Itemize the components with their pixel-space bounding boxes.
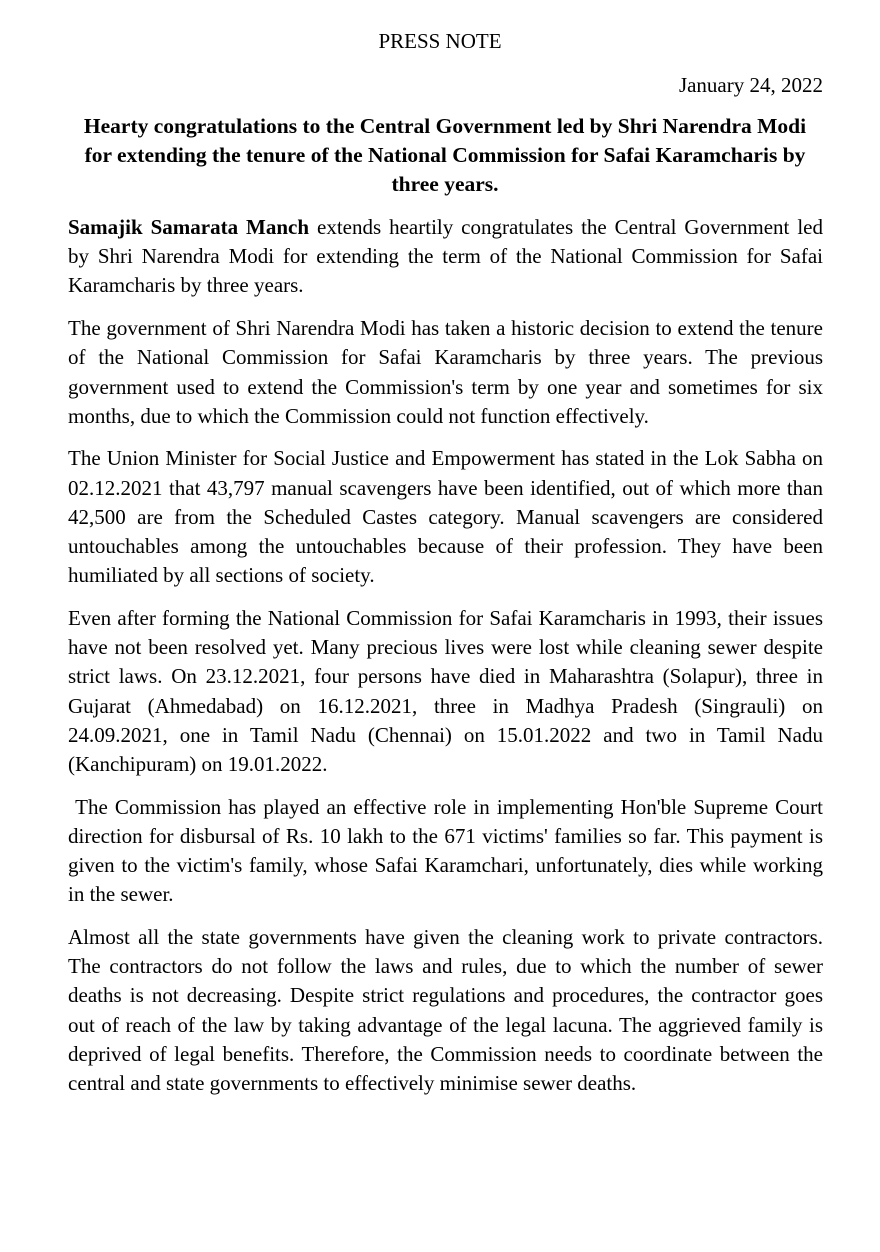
paragraph-text: extends heartily congratulates the Central Government led by Shri Narendra Modi for extending the term of the National Commission for Safai Karamcharis by three years. — [68, 215, 823, 298]
paragraph-2: The government of Shri Narendra Modi has taken a historic decision to extend the tenure of the National Commission for Safai Karamcharis by three years. The previous government used to extend the Commission's term by one year and sometimes for six months, due to which the Commission could not function effectively. — [68, 316, 823, 428]
document-date: January 24, 2022 — [678, 73, 823, 97]
paragraph-3: The Union Minister for Social Justice and Empowerment has stated in the Lok Sabha on 02.12.2021 that 43,797 manual scavengers have been identified, out of which more than 42,500 are from the Scheduled Castes category. Manual scavengers are considered untouchables among the untouchables because of their profession. They have been humiliated by all sections of society. — [68, 446, 823, 588]
organization-name: Samajik Samarata Manch — [68, 215, 310, 239]
paragraph-6: Almost all the state governments have given the cleaning work to private contractors. The contractors do not follow the laws and rules, due to which the number of sewer deaths is not decreasing. Despite strict regulations and procedures, the contractor goes out of reach of the law by taking advantage of the legal lacuna. The aggrieved family is deprived of legal benefits. Therefore, the Commission needs to coordinate between the central and state governments to effectively minimise sewer deaths. — [68, 924, 823, 1095]
paragraph-1 — [68, 213, 823, 301]
paragraph-4: Even after forming the National Commission for Safai Karamcharis in 1993, their issues have not been resolved yet. Many precious lives were lost while cleaning sewer despite strict laws. On 23.12.2021, four persons have died in Maharashtra (Solapur), three in Gujarat (Ahmedabad) on 16.12.2021, three in Madhya Pradesh (Singrauli) on 24.09.2021, one in Tamil Nadu (Chennai) on 15.01.2022 and two in Tamil Nadu (Kanchipuram) on 19.01.2022. — [68, 605, 823, 776]
document-body — [68, 213, 823, 1112]
headline: Hearty congratulations to the Central Government led by Shri Narendra Modi for extending the tenure of the National Commission for Safai Karamcharis by three years. — [83, 114, 807, 196]
paragraph-5: The Commission has played an effective role in implementing Hon'ble Supreme Court direction for disbursal of Rs. 10 lakh to the 671 victims' families so far. This payment is given to the victim's family, whose Safai Karamchari, unfortunately, dies while working in the sewer. — [68, 794, 823, 907]
document-label: PRESS NOTE — [378, 29, 502, 53]
